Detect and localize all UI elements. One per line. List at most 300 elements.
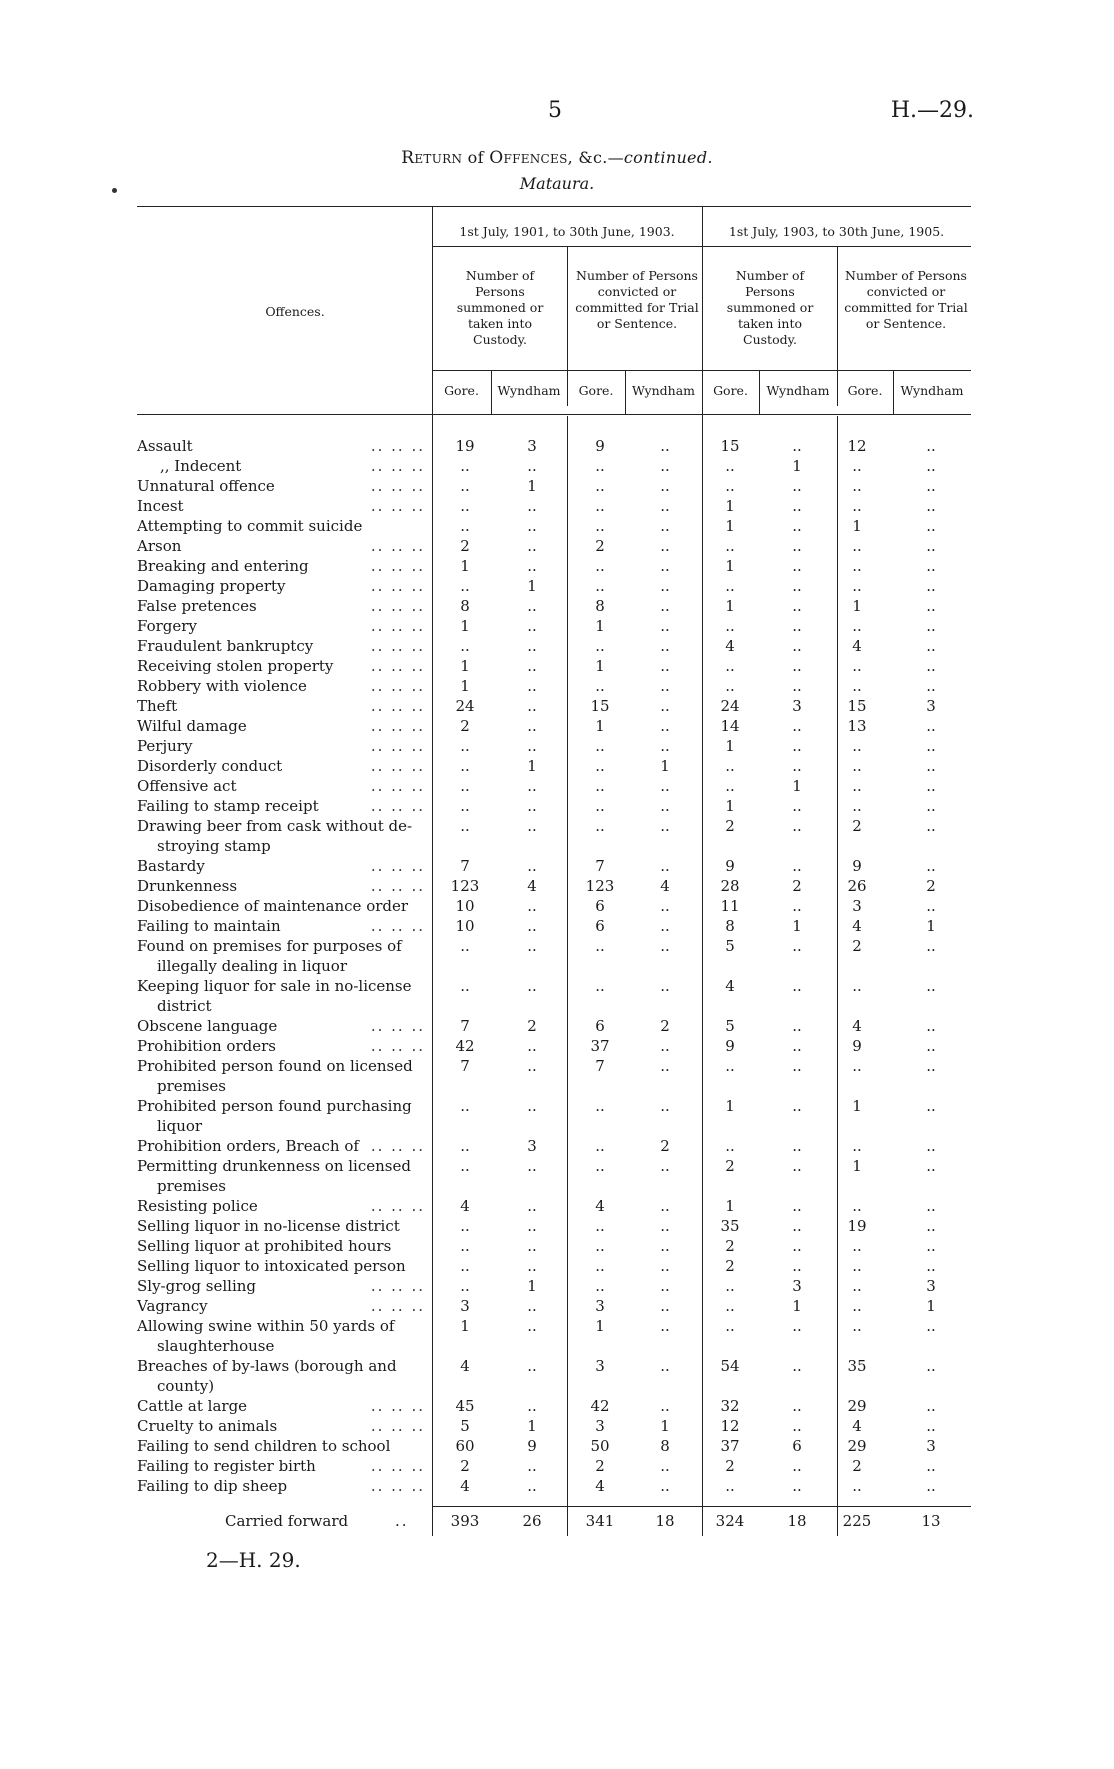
dot-leader: .. .. .. bbox=[370, 1037, 425, 1055]
cell-wyndham-summoned-2: 3 bbox=[792, 697, 802, 715]
cell-gore-summoned-1: .. bbox=[460, 977, 470, 995]
cell-wyndham-convicted-1: .. bbox=[660, 677, 670, 695]
offence-label: Incest bbox=[137, 497, 184, 515]
table-top-rule bbox=[137, 206, 971, 207]
convicted-header-1: Number of Persons convicted or committed for Trial or Sentence. bbox=[575, 268, 699, 331]
cell-wyndham-summoned-2: .. bbox=[792, 1197, 802, 1215]
cell-wyndham-convicted-2: 3 bbox=[926, 697, 936, 715]
cell-wyndham-summoned-1: .. bbox=[527, 1217, 537, 1235]
cell-gore-summoned-1: .. bbox=[460, 757, 470, 775]
cell-gore-summoned-2: 5 bbox=[725, 937, 735, 955]
cell-gore-summoned-1: 4 bbox=[460, 1197, 470, 1215]
cell-wyndham-summoned-1: .. bbox=[527, 1037, 537, 1055]
cell-wyndham-summoned-1: 2 bbox=[527, 1017, 537, 1035]
total-wyndham-summoned-1: 26 bbox=[522, 1512, 542, 1530]
cell-gore-summoned-2: 1 bbox=[725, 517, 735, 535]
cell-wyndham-convicted-1: .. bbox=[660, 617, 670, 635]
table-row bbox=[0, 696, 1114, 716]
offence-label: Assault bbox=[137, 437, 193, 455]
offence-label: Breaches of by-laws (borough and bbox=[137, 1357, 397, 1375]
cell-wyndham-summoned-1: 3 bbox=[527, 1137, 537, 1155]
cell-gore-convicted-1: .. bbox=[595, 1157, 605, 1175]
cell-gore-convicted-2: .. bbox=[852, 1317, 862, 1335]
cell-gore-convicted-2: .. bbox=[852, 737, 862, 755]
cell-gore-convicted-1: .. bbox=[595, 677, 605, 695]
cell-wyndham-summoned-2: .. bbox=[792, 757, 802, 775]
dot-leader: .. .. .. bbox=[370, 577, 425, 595]
cell-wyndham-summoned-1: .. bbox=[527, 517, 537, 535]
cell-gore-convicted-2: 1 bbox=[852, 597, 862, 615]
cell-wyndham-summoned-1: 1 bbox=[527, 757, 537, 775]
cell-gore-summoned-1: .. bbox=[460, 1217, 470, 1235]
cell-gore-summoned-2: .. bbox=[725, 677, 735, 695]
cell-gore-summoned-2: 9 bbox=[725, 857, 735, 875]
cell-wyndham-summoned-2: .. bbox=[792, 1097, 802, 1115]
cell-wyndham-convicted-1: 2 bbox=[660, 1137, 670, 1155]
cell-gore-convicted-2: 2 bbox=[852, 817, 862, 835]
cell-gore-summoned-2: 24 bbox=[720, 697, 740, 715]
offence-label: Selling liquor to intoxicated person bbox=[137, 1257, 406, 1275]
subhead-wyndham-1: Wyndham bbox=[497, 383, 561, 398]
offence-label: Failing to stamp receipt bbox=[137, 797, 319, 815]
table-row bbox=[0, 756, 1114, 776]
cell-wyndham-convicted-1: .. bbox=[660, 977, 670, 995]
dot-leader: .. .. .. bbox=[370, 1137, 425, 1155]
cell-wyndham-convicted-1: .. bbox=[660, 897, 670, 915]
cell-gore-summoned-1: 24 bbox=[455, 697, 475, 715]
cell-wyndham-summoned-1: .. bbox=[527, 597, 537, 615]
cell-wyndham-convicted-1: .. bbox=[660, 597, 670, 615]
dot-leader: .. .. .. bbox=[370, 437, 425, 455]
dot-leader: .. .. .. bbox=[370, 597, 425, 615]
cell-gore-summoned-2: 1 bbox=[725, 1097, 735, 1115]
cell-wyndham-summoned-1: 1 bbox=[527, 477, 537, 495]
cell-gore-convicted-2: 4 bbox=[852, 1017, 862, 1035]
cell-gore-summoned-1: 1 bbox=[460, 657, 470, 675]
cell-gore-summoned-1: .. bbox=[460, 497, 470, 515]
table-row bbox=[0, 516, 1114, 536]
cell-wyndham-convicted-1: .. bbox=[660, 1237, 670, 1255]
table-row bbox=[0, 1236, 1114, 1256]
cell-gore-summoned-1: 123 bbox=[450, 877, 480, 895]
cell-wyndham-convicted-2: .. bbox=[926, 1217, 936, 1235]
cell-wyndham-convicted-1: .. bbox=[660, 1037, 670, 1055]
cell-wyndham-convicted-2: 3 bbox=[926, 1437, 936, 1455]
cell-wyndham-convicted-1: .. bbox=[660, 637, 670, 655]
dot-leader: .. .. .. bbox=[370, 757, 425, 775]
cell-wyndham-summoned-2: .. bbox=[792, 597, 802, 615]
cell-gore-summoned-1: .. bbox=[460, 817, 470, 835]
offence-label: ,, Indecent bbox=[160, 457, 242, 475]
cell-wyndham-summoned-1: .. bbox=[527, 1297, 537, 1315]
cell-wyndham-convicted-2: .. bbox=[926, 477, 936, 495]
cell-wyndham-summoned-1: .. bbox=[527, 977, 537, 995]
cell-gore-summoned-2: 1 bbox=[725, 497, 735, 515]
title-continued: continued. bbox=[623, 148, 713, 167]
cell-wyndham-convicted-1: .. bbox=[660, 557, 670, 575]
dot-leader: .. .. .. bbox=[370, 657, 425, 675]
offence-label: Fraudulent bankruptcy bbox=[137, 637, 314, 655]
cell-wyndham-summoned-2: .. bbox=[792, 737, 802, 755]
cell-gore-summoned-1: 8 bbox=[460, 597, 470, 615]
cell-wyndham-convicted-2: .. bbox=[926, 1317, 936, 1335]
cell-wyndham-summoned-1: .. bbox=[527, 737, 537, 755]
cell-gore-convicted-2: .. bbox=[852, 617, 862, 635]
table-row bbox=[0, 476, 1114, 496]
cell-wyndham-summoned-2: .. bbox=[792, 497, 802, 515]
dot-leader: .. .. .. bbox=[370, 1297, 425, 1315]
offence-label: Cruelty to animals bbox=[137, 1417, 278, 1435]
offence-label: Unnatural offence bbox=[137, 477, 275, 495]
cell-gore-summoned-2: 37 bbox=[720, 1437, 740, 1455]
cell-gore-convicted-1: 50 bbox=[590, 1437, 610, 1455]
page-number: 5 bbox=[548, 98, 562, 123]
col-divider-2 bbox=[567, 246, 568, 406]
offence-label: Prohibition orders, Breach of bbox=[137, 1137, 359, 1155]
cell-wyndham-summoned-2: 1 bbox=[792, 457, 802, 475]
offence-label: Perjury bbox=[137, 737, 193, 755]
dot-leader: .. .. .. bbox=[370, 877, 425, 895]
cell-wyndham-convicted-2: .. bbox=[926, 797, 936, 815]
cell-wyndham-summoned-1: .. bbox=[527, 777, 537, 795]
table-row bbox=[0, 616, 1114, 636]
offence-label: Theft bbox=[137, 697, 178, 715]
cell-gore-convicted-1: 4 bbox=[595, 1197, 605, 1215]
cell-gore-summoned-2: 9 bbox=[725, 1037, 735, 1055]
table-row bbox=[0, 1156, 1114, 1176]
title-word-return: Return bbox=[401, 148, 463, 168]
offence-label: Allowing swine within 50 yards of bbox=[137, 1317, 395, 1335]
table-row bbox=[0, 676, 1114, 696]
cell-gore-summoned-1: 42 bbox=[455, 1037, 475, 1055]
cell-wyndham-summoned-2: .. bbox=[792, 577, 802, 595]
cell-gore-summoned-1: 4 bbox=[460, 1477, 470, 1495]
cell-wyndham-summoned-2: .. bbox=[792, 677, 802, 695]
cell-wyndham-summoned-2: .. bbox=[792, 797, 802, 815]
cell-gore-summoned-2: 2 bbox=[725, 1257, 735, 1275]
offence-label: Cattle at large bbox=[137, 1397, 248, 1415]
cell-wyndham-convicted-2: .. bbox=[926, 1357, 936, 1375]
cell-gore-convicted-1: 7 bbox=[595, 857, 605, 875]
offence-label: Failing to send children to school bbox=[137, 1437, 391, 1455]
offence-label: False pretences bbox=[137, 597, 257, 615]
subhead-wyndham-2: Wyndham bbox=[631, 383, 696, 398]
cell-wyndham-summoned-2: .. bbox=[792, 1237, 802, 1255]
cell-gore-summoned-2: .. bbox=[725, 1477, 735, 1495]
cell-wyndham-summoned-1: .. bbox=[527, 1477, 537, 1495]
cell-wyndham-convicted-2: .. bbox=[926, 1197, 936, 1215]
dot-leader: .. .. .. bbox=[370, 697, 425, 715]
cell-gore-convicted-2: 9 bbox=[852, 1037, 862, 1055]
cell-wyndham-convicted-2: 1 bbox=[926, 917, 936, 935]
table-row bbox=[0, 556, 1114, 576]
subhead-gore-1: Gore. bbox=[444, 383, 479, 398]
cell-wyndham-summoned-1: .. bbox=[527, 1397, 537, 1415]
cell-gore-convicted-2: 29 bbox=[847, 1437, 867, 1455]
offence-label-continuation: county) bbox=[157, 1377, 215, 1395]
cell-gore-summoned-1: 10 bbox=[455, 897, 475, 915]
offence-label: Damaging property bbox=[137, 577, 286, 595]
cell-gore-convicted-1: .. bbox=[595, 1137, 605, 1155]
cell-wyndham-summoned-1: .. bbox=[527, 1257, 537, 1275]
cell-wyndham-convicted-1: .. bbox=[660, 477, 670, 495]
cell-gore-convicted-1: 42 bbox=[590, 1397, 610, 1415]
cell-gore-convicted-1: .. bbox=[595, 1217, 605, 1235]
cell-gore-convicted-1: .. bbox=[595, 637, 605, 655]
table-row bbox=[0, 1016, 1114, 1036]
offence-label: Failing to maintain bbox=[137, 917, 281, 935]
cell-gore-convicted-2: .. bbox=[852, 677, 862, 695]
cell-wyndham-convicted-2: .. bbox=[926, 617, 936, 635]
cell-gore-convicted-1: 1 bbox=[595, 1317, 605, 1335]
cell-gore-convicted-2: .. bbox=[852, 477, 862, 495]
cell-gore-summoned-1: 1 bbox=[460, 617, 470, 635]
dot-leader: .. .. .. bbox=[370, 717, 425, 735]
cell-gore-summoned-1: .. bbox=[460, 1277, 470, 1295]
cell-gore-convicted-1: .. bbox=[595, 1257, 605, 1275]
cell-gore-summoned-2: 2 bbox=[725, 1237, 735, 1255]
cell-wyndham-summoned-1: .. bbox=[527, 1157, 537, 1175]
dot-leader: .. .. .. bbox=[370, 677, 425, 695]
cell-gore-convicted-1: .. bbox=[595, 1237, 605, 1255]
cell-gore-convicted-1: .. bbox=[595, 737, 605, 755]
subhead-gore-4: Gore. bbox=[847, 383, 883, 398]
dot-leader: .. .. .. bbox=[370, 1477, 425, 1495]
title-rest: , &c.— bbox=[567, 148, 624, 167]
cell-wyndham-convicted-1: .. bbox=[660, 817, 670, 835]
cell-wyndham-summoned-2: .. bbox=[792, 1477, 802, 1495]
cell-gore-summoned-2: .. bbox=[725, 577, 735, 595]
cell-gore-summoned-2: 4 bbox=[725, 637, 735, 655]
table-row bbox=[0, 1036, 1114, 1056]
cell-gore-convicted-1: .. bbox=[595, 497, 605, 515]
cell-gore-convicted-1: 123 bbox=[585, 877, 615, 895]
offence-label: Prohibition orders bbox=[137, 1037, 276, 1055]
cell-wyndham-convicted-1: .. bbox=[660, 1157, 670, 1175]
cell-gore-summoned-1: 2 bbox=[460, 717, 470, 735]
table-row bbox=[0, 916, 1114, 936]
table-row bbox=[0, 636, 1114, 656]
cell-wyndham-summoned-2: .. bbox=[792, 1317, 802, 1335]
cell-wyndham-convicted-2: .. bbox=[926, 717, 936, 735]
footer-code: 2—H. 29. bbox=[206, 1548, 301, 1572]
cell-gore-convicted-2: 1 bbox=[852, 517, 862, 535]
cell-wyndham-summoned-1: .. bbox=[527, 857, 537, 875]
cell-gore-convicted-2: 2 bbox=[852, 937, 862, 955]
cell-gore-convicted-2: .. bbox=[852, 537, 862, 555]
dot-leader: .. .. .. bbox=[370, 857, 425, 875]
cell-gore-summoned-2: 1 bbox=[725, 737, 735, 755]
cell-gore-convicted-2: 1 bbox=[852, 1097, 862, 1115]
cell-wyndham-summoned-1: .. bbox=[527, 537, 537, 555]
cell-wyndham-summoned-2: .. bbox=[792, 897, 802, 915]
cell-wyndham-summoned-2: 1 bbox=[792, 917, 802, 935]
cell-wyndham-convicted-2: .. bbox=[926, 1057, 936, 1075]
cell-gore-summoned-2: 5 bbox=[725, 1017, 735, 1035]
offence-label: Obscene language bbox=[137, 1017, 278, 1035]
cell-wyndham-summoned-1: .. bbox=[527, 717, 537, 735]
cell-gore-convicted-1: 1 bbox=[595, 717, 605, 735]
table-row bbox=[0, 1216, 1114, 1236]
stray-dot bbox=[112, 188, 117, 193]
cell-wyndham-convicted-2: .. bbox=[926, 497, 936, 515]
cell-gore-summoned-1: 5 bbox=[460, 1417, 470, 1435]
table-row bbox=[0, 856, 1114, 876]
table-row bbox=[0, 716, 1114, 736]
cell-wyndham-summoned-2: .. bbox=[792, 1157, 802, 1175]
offence-label: Arson bbox=[137, 537, 182, 555]
cell-gore-convicted-2: 13 bbox=[847, 717, 867, 735]
cell-gore-convicted-2: .. bbox=[852, 797, 862, 815]
cell-wyndham-convicted-1: .. bbox=[660, 1477, 670, 1495]
cell-wyndham-summoned-2: .. bbox=[792, 857, 802, 875]
cell-wyndham-summoned-2: .. bbox=[792, 1257, 802, 1275]
table-row bbox=[0, 976, 1114, 996]
cell-wyndham-summoned-2: .. bbox=[792, 1397, 802, 1415]
cell-wyndham-convicted-1: .. bbox=[660, 1257, 670, 1275]
cell-wyndham-summoned-1: .. bbox=[527, 1357, 537, 1375]
cell-gore-summoned-1: .. bbox=[460, 1257, 470, 1275]
cell-gore-convicted-1: .. bbox=[595, 757, 605, 775]
cell-wyndham-convicted-1: .. bbox=[660, 657, 670, 675]
cell-wyndham-summoned-2: .. bbox=[792, 977, 802, 995]
cell-gore-convicted-2: 4 bbox=[852, 917, 862, 935]
dot-leader: .. .. .. bbox=[370, 637, 425, 655]
cell-wyndham-convicted-2: .. bbox=[926, 437, 936, 455]
cell-gore-convicted-2: 4 bbox=[852, 637, 862, 655]
table-row bbox=[0, 1276, 1114, 1296]
cell-gore-convicted-2: 1 bbox=[852, 1157, 862, 1175]
cell-wyndham-convicted-2: .. bbox=[926, 657, 936, 675]
cell-wyndham-convicted-2: .. bbox=[926, 537, 936, 555]
cell-gore-summoned-2: .. bbox=[725, 1297, 735, 1315]
cell-wyndham-convicted-1: 1 bbox=[660, 757, 670, 775]
dot-leader: .. .. .. bbox=[370, 917, 425, 935]
cell-gore-convicted-2: .. bbox=[852, 1237, 862, 1255]
cell-wyndham-convicted-2: .. bbox=[926, 677, 936, 695]
cell-gore-summoned-1: .. bbox=[460, 517, 470, 535]
cell-wyndham-convicted-1: .. bbox=[660, 717, 670, 735]
cell-gore-summoned-2: 54 bbox=[720, 1357, 740, 1375]
cell-gore-summoned-1: .. bbox=[460, 1137, 470, 1155]
cell-wyndham-convicted-1: .. bbox=[660, 437, 670, 455]
subhead-gore-2: Gore. bbox=[578, 383, 614, 398]
cell-gore-convicted-1: 2 bbox=[595, 537, 605, 555]
cell-wyndham-convicted-1: .. bbox=[660, 497, 670, 515]
cell-wyndham-summoned-2: .. bbox=[792, 1037, 802, 1055]
table-row bbox=[0, 1396, 1114, 1416]
dot-leader: .. .. .. bbox=[370, 557, 425, 575]
cell-wyndham-summoned-1: .. bbox=[527, 817, 537, 835]
table-row bbox=[0, 1476, 1114, 1496]
cell-gore-summoned-1: 3 bbox=[460, 1297, 470, 1315]
total-gore-convicted-2: 225 bbox=[842, 1512, 872, 1530]
offence-label-continuation: district bbox=[157, 997, 212, 1015]
cell-gore-summoned-2: 1 bbox=[725, 1197, 735, 1215]
cell-wyndham-convicted-2: .. bbox=[926, 937, 936, 955]
cell-wyndham-convicted-2: 3 bbox=[926, 1277, 936, 1295]
cell-gore-summoned-2: .. bbox=[725, 477, 735, 495]
cell-gore-summoned-1: 2 bbox=[460, 537, 470, 555]
cell-gore-summoned-1: .. bbox=[460, 937, 470, 955]
cell-gore-summoned-1: .. bbox=[460, 737, 470, 755]
cell-wyndham-summoned-1: .. bbox=[527, 1317, 537, 1335]
cell-gore-convicted-1: .. bbox=[595, 457, 605, 475]
cell-gore-convicted-2: .. bbox=[852, 1197, 862, 1215]
cell-gore-convicted-1: 9 bbox=[595, 437, 605, 455]
table-row bbox=[0, 456, 1114, 476]
cell-wyndham-convicted-1: .. bbox=[660, 1217, 670, 1235]
offence-label-continuation: stroying stamp bbox=[157, 837, 271, 855]
cell-wyndham-convicted-1: .. bbox=[660, 457, 670, 475]
cell-gore-summoned-2: 4 bbox=[725, 977, 735, 995]
cell-gore-summoned-1: 60 bbox=[455, 1437, 475, 1455]
cell-wyndham-convicted-2: .. bbox=[926, 1037, 936, 1055]
cell-wyndham-convicted-1: .. bbox=[660, 1317, 670, 1335]
cell-wyndham-convicted-1: .. bbox=[660, 1097, 670, 1115]
dot-leader: .. .. .. bbox=[370, 1017, 425, 1035]
cell-gore-summoned-1: .. bbox=[460, 457, 470, 475]
offence-label-continuation: illegally dealing in liquor bbox=[157, 957, 347, 975]
cell-gore-convicted-1: 3 bbox=[595, 1297, 605, 1315]
total-gore-summoned-2: 324 bbox=[715, 1512, 745, 1530]
cell-gore-convicted-1: 2 bbox=[595, 1457, 605, 1475]
offence-label: Attempting to commit suicide bbox=[137, 517, 363, 535]
cell-gore-convicted-2: .. bbox=[852, 1257, 862, 1275]
document-title bbox=[0, 148, 1114, 168]
cell-gore-convicted-2: .. bbox=[852, 977, 862, 995]
cell-gore-summoned-1: .. bbox=[460, 1157, 470, 1175]
dot-leader: .. .. .. bbox=[370, 1397, 425, 1415]
cell-gore-convicted-1: 7 bbox=[595, 1057, 605, 1075]
cell-gore-convicted-1: 8 bbox=[595, 597, 605, 615]
period-1-header: 1st July, 1901, to 30th June, 1903. bbox=[459, 224, 675, 239]
cell-wyndham-summoned-2: .. bbox=[792, 557, 802, 575]
cell-wyndham-convicted-2: .. bbox=[926, 1017, 936, 1035]
cell-wyndham-convicted-1: 2 bbox=[660, 1017, 670, 1035]
offence-label: Wilful damage bbox=[137, 717, 247, 735]
cell-wyndham-convicted-2: .. bbox=[926, 1237, 936, 1255]
cell-gore-convicted-1: 37 bbox=[590, 1037, 610, 1055]
cell-gore-convicted-2: .. bbox=[852, 1277, 862, 1295]
cell-gore-summoned-2: 1 bbox=[725, 597, 735, 615]
offence-label: Breaking and entering bbox=[137, 557, 309, 575]
offence-label: Failing to register birth bbox=[137, 1457, 316, 1475]
cell-gore-convicted-2: 35 bbox=[847, 1357, 867, 1375]
cell-gore-convicted-1: 3 bbox=[595, 1417, 605, 1435]
cell-wyndham-summoned-2: .. bbox=[792, 477, 802, 495]
table-row bbox=[0, 1096, 1114, 1116]
cell-gore-convicted-1: 6 bbox=[595, 1017, 605, 1035]
cell-wyndham-summoned-1: .. bbox=[527, 497, 537, 515]
cell-gore-summoned-2: 8 bbox=[725, 917, 735, 935]
table-row bbox=[0, 816, 1114, 836]
cell-gore-convicted-1: .. bbox=[595, 977, 605, 995]
cell-wyndham-summoned-2: .. bbox=[792, 1057, 802, 1075]
cell-gore-convicted-2: 12 bbox=[847, 437, 867, 455]
offence-label: Forgery bbox=[137, 617, 197, 635]
total-wyndham-convicted-2: 13 bbox=[921, 1512, 941, 1530]
offence-label: Disobedience of maintenance order bbox=[137, 897, 409, 915]
total-wyndham-convicted-1: 18 bbox=[655, 1512, 675, 1530]
cell-wyndham-summoned-1: .. bbox=[527, 797, 537, 815]
cell-wyndham-convicted-1: .. bbox=[660, 1357, 670, 1375]
cell-gore-convicted-2: 3 bbox=[852, 897, 862, 915]
table-row bbox=[0, 936, 1114, 956]
table-row bbox=[0, 876, 1114, 896]
cell-gore-summoned-1: .. bbox=[460, 477, 470, 495]
table-row bbox=[0, 1356, 1114, 1376]
